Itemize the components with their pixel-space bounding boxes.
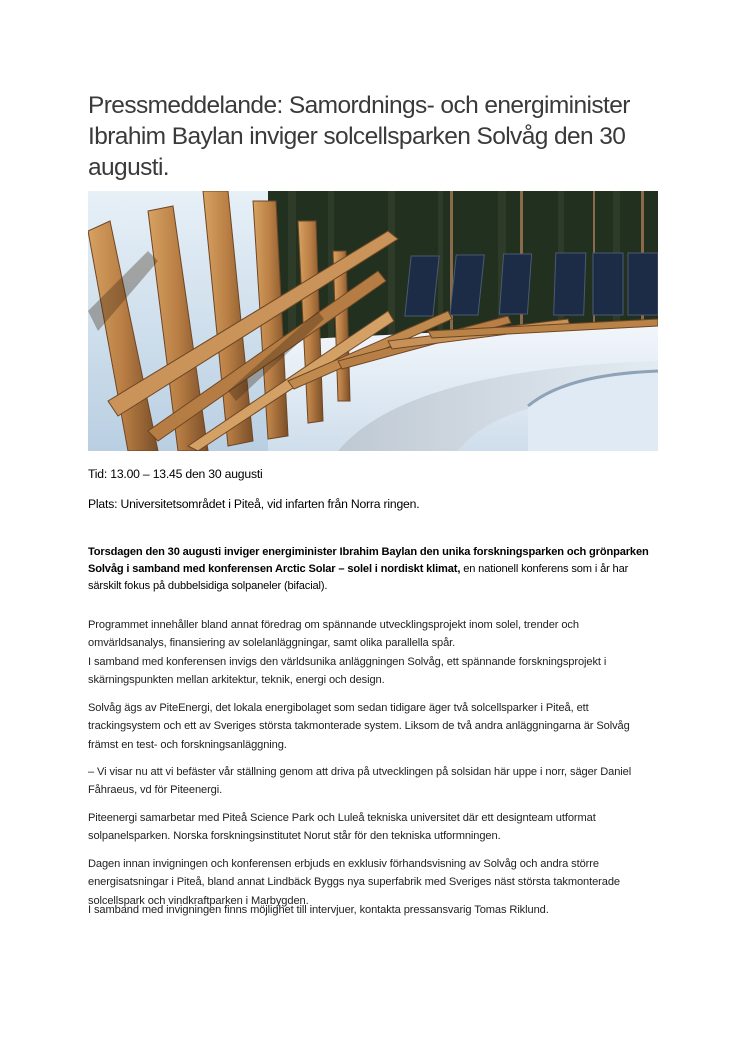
event-place: Plats: Universitetsområdet i Piteå, vid infarten från Norra ringen. xyxy=(88,497,420,511)
paragraph-collaboration: Piteenergi samarbetar med Piteå Science Park och Luleå tekniska universitet där ett designteam utformat solpanelsparken. Norska forskningsinstitutet Norut står för den tekniska utformningen. xyxy=(88,812,596,843)
lead-paragraph xyxy=(88,544,658,596)
paragraph-preview: Dagen innan invigningen och konferensen erbjuds en exklusiv förhandsvisning av Solvåg och andra större energisatsningar i Piteå, bland annat Lindbäck Byggs nya superfabrik med Sveriges näst största takmonterade solcellspark och vindkraftparken i Marbygden. xyxy=(88,858,620,907)
solar-park-illustration xyxy=(88,191,658,451)
solar-park-photo xyxy=(88,191,658,451)
event-time: Tid: 13.00 – 13.45 den 30 augusti xyxy=(88,467,263,481)
paragraph-program-line1: Programmet innehåller bland annat föredrag om spännande utvecklingsprojekt inom solel, trender och omvärldsanalys, finansiering av solelanläggningar, samt olika parallella spår. xyxy=(88,619,579,650)
lead-rest-text: en nationell konferens som i år har särskilt fokus på dubbelsidiga solpaneler (bifacial). xyxy=(88,563,629,593)
paragraph-program-line2: I samband med konferensen invigs den världsunika anläggningen Solvåg, ett spännande forskningsprojekt i skärningspunkten mellan arkitektur, teknik, energi och design. xyxy=(88,655,607,686)
paragraph-program xyxy=(88,616,658,689)
press-release-page xyxy=(88,88,658,916)
paragraph-ownership: Solvåg ägs av PiteEnergi, det lokala energibolaget som sedan tidigare äger två solcellsparker i Piteå, ett trackingsystem och ett av Sveriges största takmonterade system. Liksom de två andra anläggningarna är Solvåg främst en test- och forskningsanläggning. xyxy=(88,702,630,751)
paragraph-quote: – Vi visar nu att vi befäster vår ställning genom att driva på utvecklingen på solsidan här uppe i norr, säger Daniel Fåhraeus, vd för Piteenergi. xyxy=(88,766,632,797)
lead-bold-text: Torsdagen den 30 augusti inviger energiminister Ibrahim Baylan den unika forskningsparken och grönparken Solvåg i samband med konferensen Arctic Solar – solel i nordiskt klimat, xyxy=(88,546,649,576)
page-title: Pressmeddelande: Samordnings- och energiminister Ibrahim Baylan inviger solcellsparken Solvåg den 30 augusti. xyxy=(88,92,630,181)
paragraph-contact: I samband med invigningen finns möjlighet till intervjuer, kontakta pressansvarig Tomas Riklund. xyxy=(88,904,549,916)
